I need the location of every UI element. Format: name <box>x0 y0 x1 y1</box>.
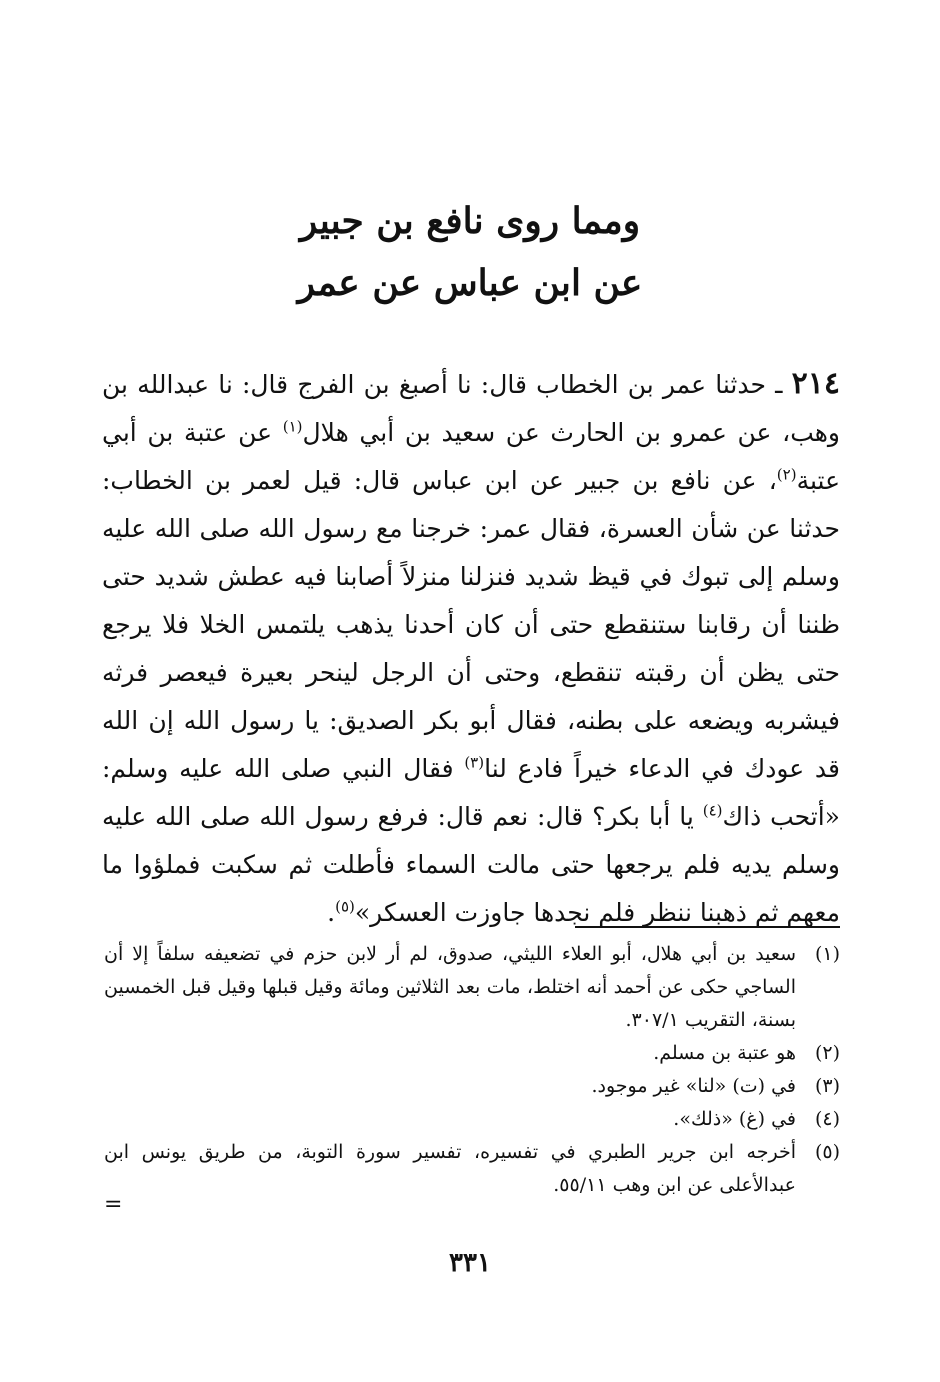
footnote-ref-2: (٢) <box>776 465 797 484</box>
hadith-text-part-3: ، عن نافع بن جبير عن ابن عباس قال: قيل لعمر بن الخطاب: حدثنا عن شأن العسرة، فقال عمر: خرجنا مع رسول الله صلى الله عليه وسلم إلى تبوك في قيظ شديد فنزلنا منزلاً أصابنا فيه عطش شديد حتى ظننا أن رقابنا ستنقطع حتى أن كان أحدنا يذهب يلتمس الخلا فلا يرجع حتى يظن أن رقبته تنقطع، وحتى أن الرجل لينحر بعيرة فيعصر فرثه فيشربه ويضعه على بطنه، فقال أبو بكر الصديق: يا رسول الله إن الله قد عودك في الدعاء خيراً فادع لنا <box>102 466 840 783</box>
footnotes <box>104 938 840 1202</box>
footnote-ref-5: (٥) <box>335 897 355 916</box>
hadith-text <box>102 360 840 937</box>
footnote-4 <box>104 1103 840 1136</box>
page-number: ٣٣١ <box>449 1248 491 1278</box>
footnote-5 <box>104 1136 840 1202</box>
footnote-divider <box>575 926 840 928</box>
footnote-1 <box>104 938 840 1037</box>
footnote-ref-3: (٣) <box>464 753 485 772</box>
footnote-text: في (ت) «لنا» غير موجود. <box>591 1075 796 1097</box>
hadith-text-part-5: يا أبا بكر؟ قال: نعم قال: فرفع رسول الله صلى الله عليه وسلم يديه فلم يرجعها حتى مالت السماء فأطلت ثم سكبت فملؤوا ما معهم ثم ذهبنا ننظر فلم نجدها جاوزت العسكر» <box>102 802 840 927</box>
footnote-text: هو عتبة بن مسلم. <box>653 1042 796 1064</box>
continuation-mark: = <box>104 1192 123 1217</box>
hadith-text-part-1: حدثنا عمر بن الخطاب قال: نا أصبغ بن الفرج قال: نا عبدالله بن وهب، عن عمرو بن الحارث عن سعيد بن أبي هلال <box>102 370 840 447</box>
hadith-text-end: . <box>327 898 336 927</box>
hadith-text-part-4: فقال النبي صلى الله عليه وسلم: «أتحب ذاك <box>102 754 840 831</box>
footnote-2 <box>104 1037 840 1070</box>
hadith-dash: ـ <box>765 370 792 399</box>
footnote-number: (٣) <box>814 1075 840 1097</box>
footnote-number: (٢) <box>814 1042 840 1064</box>
footnote-number: (٥) <box>814 1141 840 1163</box>
hadith-number: ٢١٤ <box>791 366 841 401</box>
footnote-ref-1: (١) <box>282 417 303 436</box>
footnote-text: سعيد بن أبي هلال، أبو العلاء الليثي، صدوق، لم أر لابن حزم في تضعيفه سلفاً إلا أن الساجي حكى عن أحمد أنه اختلط، مات بعد الثلاثين ومائة وقيل قبلها وقيل قبل الخمسين بسنة، التقريب ٣٠٧/١. <box>104 943 796 1031</box>
footnote-number: (١) <box>814 943 840 965</box>
footnote-text: أخرجه ابن جرير الطبري في تفسيره، تفسير سورة التوبة، من طريق يونس ابن عبدالأعلى عن ابن وهب ٥٥/١١. <box>104 1141 796 1196</box>
footnote-3 <box>104 1070 840 1103</box>
section-heading <box>0 190 940 314</box>
hadith-text-part-2: عن عتبة بن أبي عتبة <box>102 418 840 495</box>
footnote-ref-4: (٤) <box>702 801 723 820</box>
footnote-text: في (غ) «ذلك». <box>673 1108 796 1130</box>
heading-line-2: عن ابن عباس عن عمر <box>297 262 643 304</box>
heading-line-1: ومما روى نافع بن جبير <box>299 200 641 242</box>
footnote-number: (٤) <box>814 1108 840 1130</box>
